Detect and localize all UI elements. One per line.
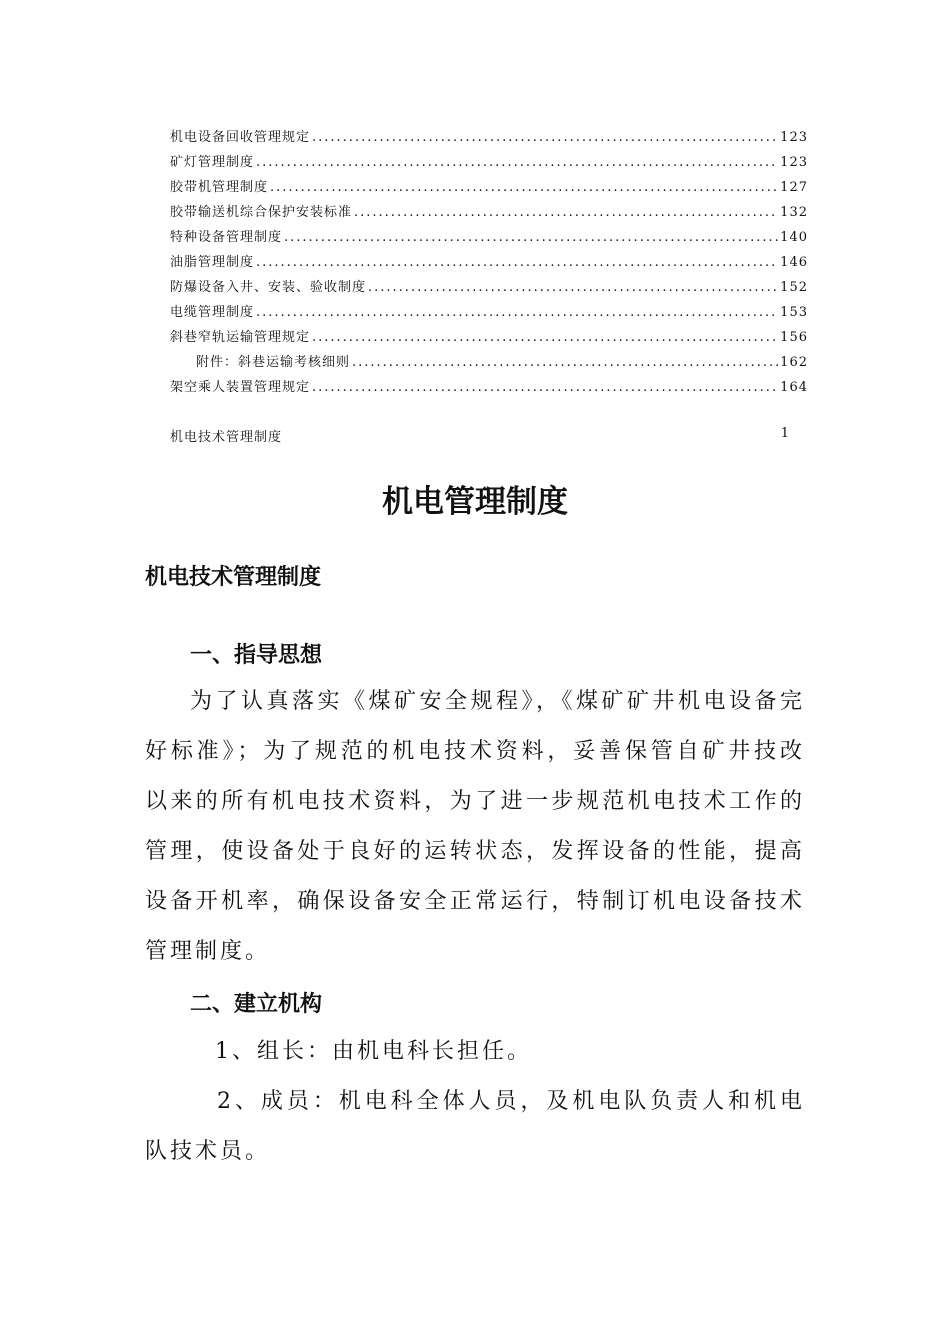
toc-entry[interactable]	[170, 276, 808, 301]
toc-leader-dots	[312, 330, 778, 345]
toc-entry-page: 140	[780, 230, 808, 245]
toc-entry[interactable]	[170, 226, 808, 251]
toc-entry[interactable]	[170, 151, 808, 176]
toc-entry-page: 152	[780, 280, 808, 295]
toc-entry-page: 156	[780, 330, 808, 345]
heading-organization: 二、建立机构	[190, 992, 323, 1017]
paragraph-guiding-ideology: 为了认真落实《煤矿安全规程》，《煤矿矿井机电设备完好标准》；为了规范的机电技术资料，妥善保管自矿井技改以来的所有机电技术资料，为了进一步规范机电技术工作的管理，使设备处于良好的运转状态，发挥设备的性能，提高设备开机率，确保设备安全正常运行，特制订机电设备技术管理制度。	[145, 689, 805, 964]
toc-leader-dots	[352, 355, 778, 370]
toc-entry-page: 127	[780, 180, 808, 195]
section-title: 机电技术管理制度	[145, 565, 322, 590]
toc-entry-title: 油脂管理制度	[170, 255, 255, 270]
toc-entry[interactable]	[170, 301, 808, 326]
document-title: 机电管理制度	[382, 484, 568, 520]
toc-leader-dots	[312, 130, 778, 145]
toc-entry[interactable]	[170, 376, 808, 401]
toc-entry[interactable]	[170, 326, 808, 351]
header-section-name: 机电技术管理制度	[170, 430, 283, 445]
toc-entry-title: 机电设备回收管理规定	[170, 130, 311, 145]
toc-leader-dots	[354, 205, 778, 220]
paragraph-team-leader: 1、组长：由机电科长担任。	[215, 1039, 532, 1064]
toc-entry[interactable]	[170, 251, 808, 276]
toc-leader-dots	[270, 180, 778, 195]
toc-entry-page: 123	[780, 130, 808, 145]
toc-leader-dots	[284, 230, 778, 245]
toc-entry-page: 164	[780, 380, 808, 395]
toc-entry-page: 162	[780, 355, 808, 370]
toc-entry[interactable]	[170, 176, 808, 201]
toc-leader-dots	[256, 255, 778, 270]
page-number: 1	[780, 426, 790, 441]
table-of-contents	[170, 126, 808, 401]
toc-leader-dots	[312, 380, 778, 395]
toc-entry-title: 胶带机管理制度	[170, 180, 269, 195]
toc-entry-title: 架空乘人装置管理规定	[170, 380, 311, 395]
toc-entry-page: 153	[780, 305, 808, 320]
toc-entry-title: 电缆管理制度	[170, 305, 255, 320]
toc-entry-title: 附件：斜巷运输考核细则	[196, 355, 351, 370]
toc-entry-page: 132	[780, 205, 808, 220]
toc-entry-title: 胶带输送机综合保护安装标准	[170, 205, 353, 220]
heading-guiding-ideology: 一、指导思想	[190, 643, 323, 668]
toc-entry-title: 矿灯管理制度	[170, 155, 255, 170]
toc-entry-page: 123	[780, 155, 808, 170]
toc-leader-dots	[256, 305, 778, 320]
toc-entry[interactable]	[170, 126, 808, 151]
toc-entry-title: 防爆设备入井、安装、验收制度	[170, 280, 367, 295]
toc-leader-dots	[256, 155, 778, 170]
toc-entry-page: 146	[780, 255, 808, 270]
toc-entry-title: 特种设备管理制度	[170, 230, 283, 245]
toc-entry-sub[interactable]	[170, 351, 808, 376]
paragraph-team-members: 2、成员：机电科全体人员，及机电队负责人和机电队技术员。	[145, 1089, 805, 1164]
toc-entry[interactable]	[170, 201, 808, 226]
page-header	[170, 426, 790, 445]
toc-leader-dots	[368, 280, 778, 295]
toc-entry-title: 斜巷窄轨运输管理规定	[170, 330, 311, 345]
